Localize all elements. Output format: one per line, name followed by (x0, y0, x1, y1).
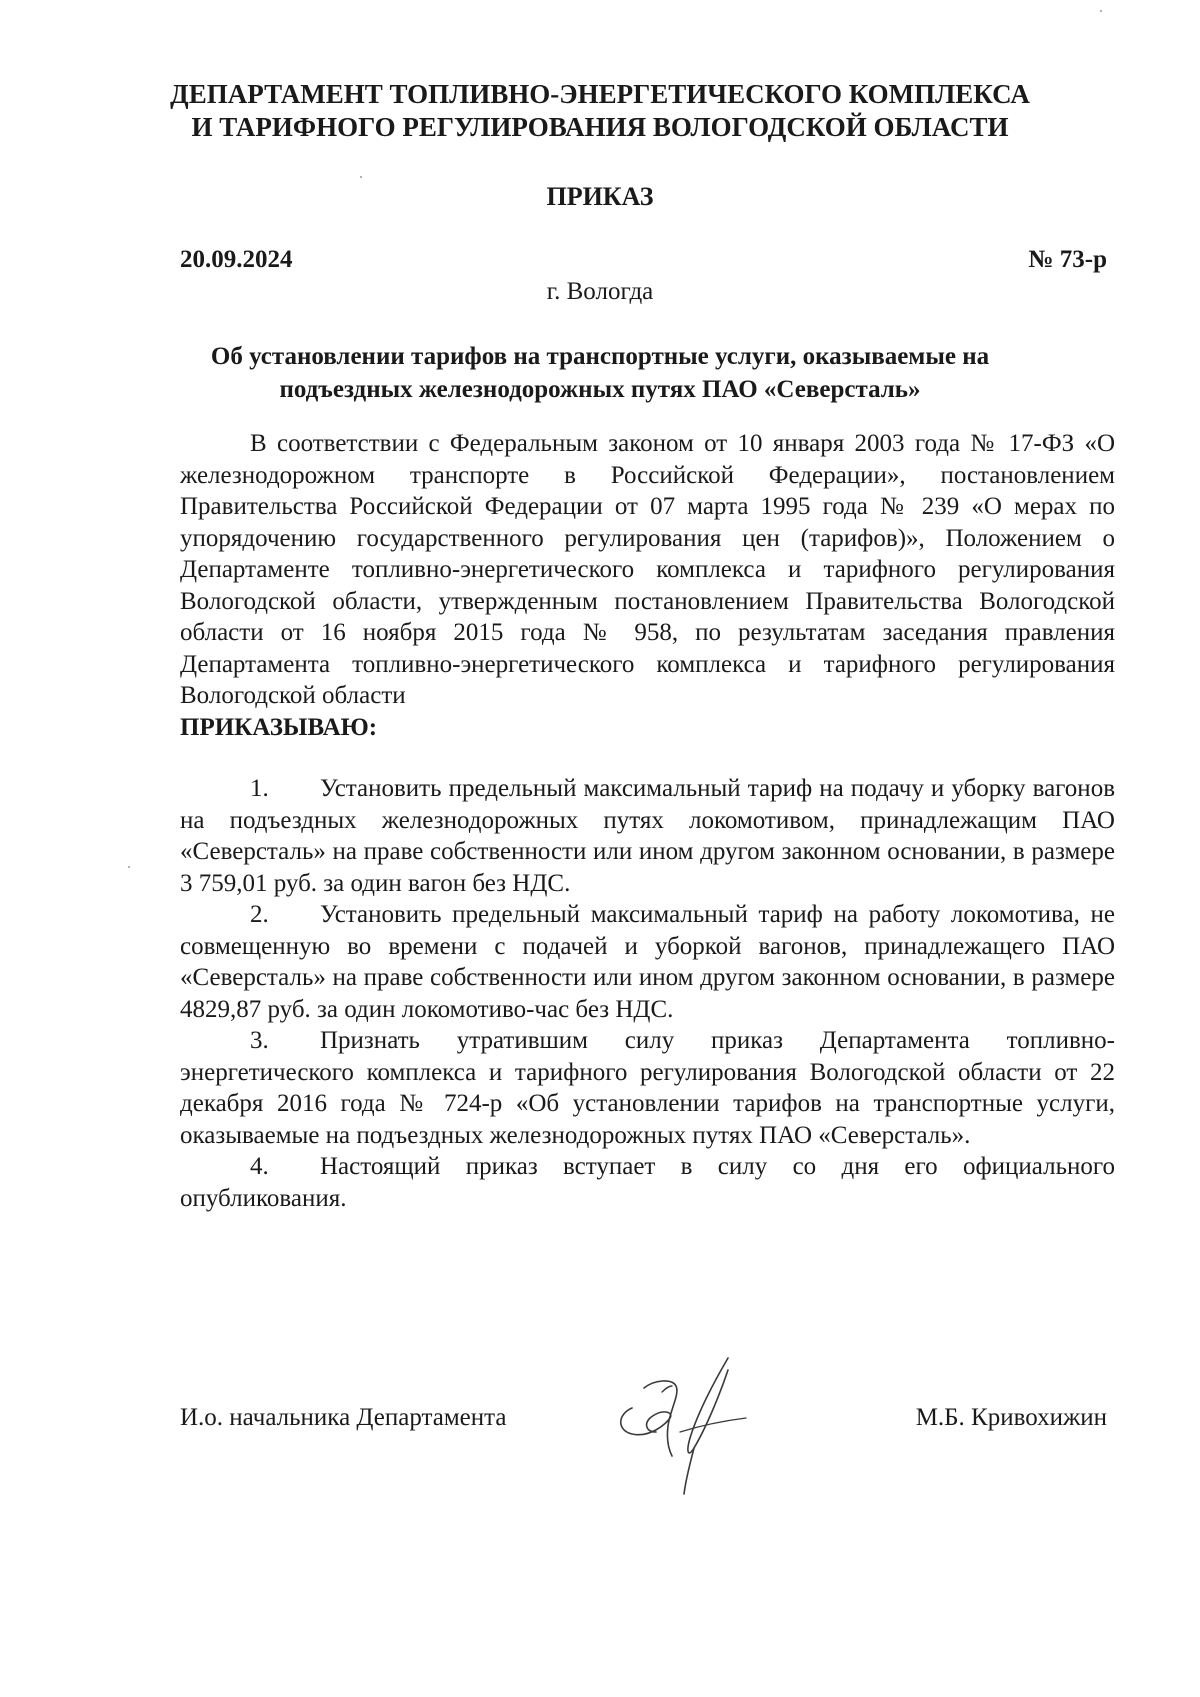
document-type: ПРИКАЗ (546, 182, 654, 211)
item-number: 4. (250, 1153, 269, 1180)
item-text: Установить предельный максимальный тариф на подачу и уборку вагонов на подъездных железнодорожных путях локомотивом, принадлежащим ПАО «Северсталь» на праве собственности или ином другом законном основании, в размере 3 759,01 руб. за один вагон без НДС. (180, 775, 1115, 897)
document-body (180, 428, 1115, 1214)
scan-speck (360, 176, 362, 178)
item-number: 1. (250, 775, 269, 802)
order-item-2 (180, 899, 1115, 1025)
item-number: 3. (250, 1027, 269, 1054)
order-item-3 (180, 1025, 1115, 1151)
signatory-role: И.о. начальника Департамента (180, 1404, 507, 1431)
scan-speck (128, 866, 130, 868)
document-subject: Об установлении тарифов на транспортные услуги, оказываемые на подъездных железнодорожных путях ПАО «Северсталь» (210, 343, 990, 403)
item-text: Настоящий приказ вступает в силу со дня его официального опубликования. (180, 1153, 1115, 1212)
header-line-1: ДЕПАРТАМЕНТ ТОПЛИВНО-ЭНЕРГЕТИЧЕСКОГО КОМПЛЕКСА (170, 79, 1030, 109)
signatory-name: М.Б. Кривохижин (915, 1404, 1107, 1431)
item-number: 2. (250, 901, 269, 928)
header-line-2: И ТАРИФНОГО РЕГУЛИРОВАНИЯ ВОЛОГОДСКОЙ ОБЛАСТИ (191, 112, 1009, 142)
handwritten-signature (610, 1352, 780, 1502)
item-text: Установить предельный максимальный тариф на работу локомотива, не совмещенную во времени с подачей и уборкой вагонов, принадлежащего ПАО «Северсталь» на праве собственности или ином другом законном основании, в размере 4829,87 руб. за один локомотиво-час без НДС. (180, 901, 1115, 1023)
intro-paragraph: В соответствии с Федеральным законом от 10 января 2003 года № 17-ФЗ «О железнодорожном транспорте в Российской Федерации», постановлением Правительства Российской Федерации от 07 марта 1995 года № 239 «О мерах по упорядочению государственного регулирования цен (тарифов)», Положением о Департаменте топливно-энергетического комплекса и тарифного регулирования Вологодской области, утвержденным постановлением Правительства Вологодской области от 16 ноября 2015 года № 958, по результатам заседания правления Департамента топливно-энергетического комплекса и тарифного регулирования Вологодской области (180, 430, 1115, 709)
item-text: Признать утратившим силу приказ Департамента топливно-энергетического комплекса и тарифного регулирования Вологодской области от 22 декабря 2016 года № 724-р «Об установлении тарифов на транспортные услуги, оказываемые на подъездных железнодорожных путях ПАО «Северсталь». (180, 1027, 1115, 1149)
scan-speck (1100, 10, 1102, 12)
document-number: № 73-р (1028, 246, 1107, 273)
department-header (150, 78, 1050, 144)
order-item-1 (180, 773, 1115, 899)
order-word: ПРИКАЗЫВАЮ: (180, 713, 378, 741)
document-date: 20.09.2024 (180, 246, 293, 273)
document-city: г. Вологда (546, 278, 654, 305)
order-item-4 (180, 1151, 1115, 1214)
